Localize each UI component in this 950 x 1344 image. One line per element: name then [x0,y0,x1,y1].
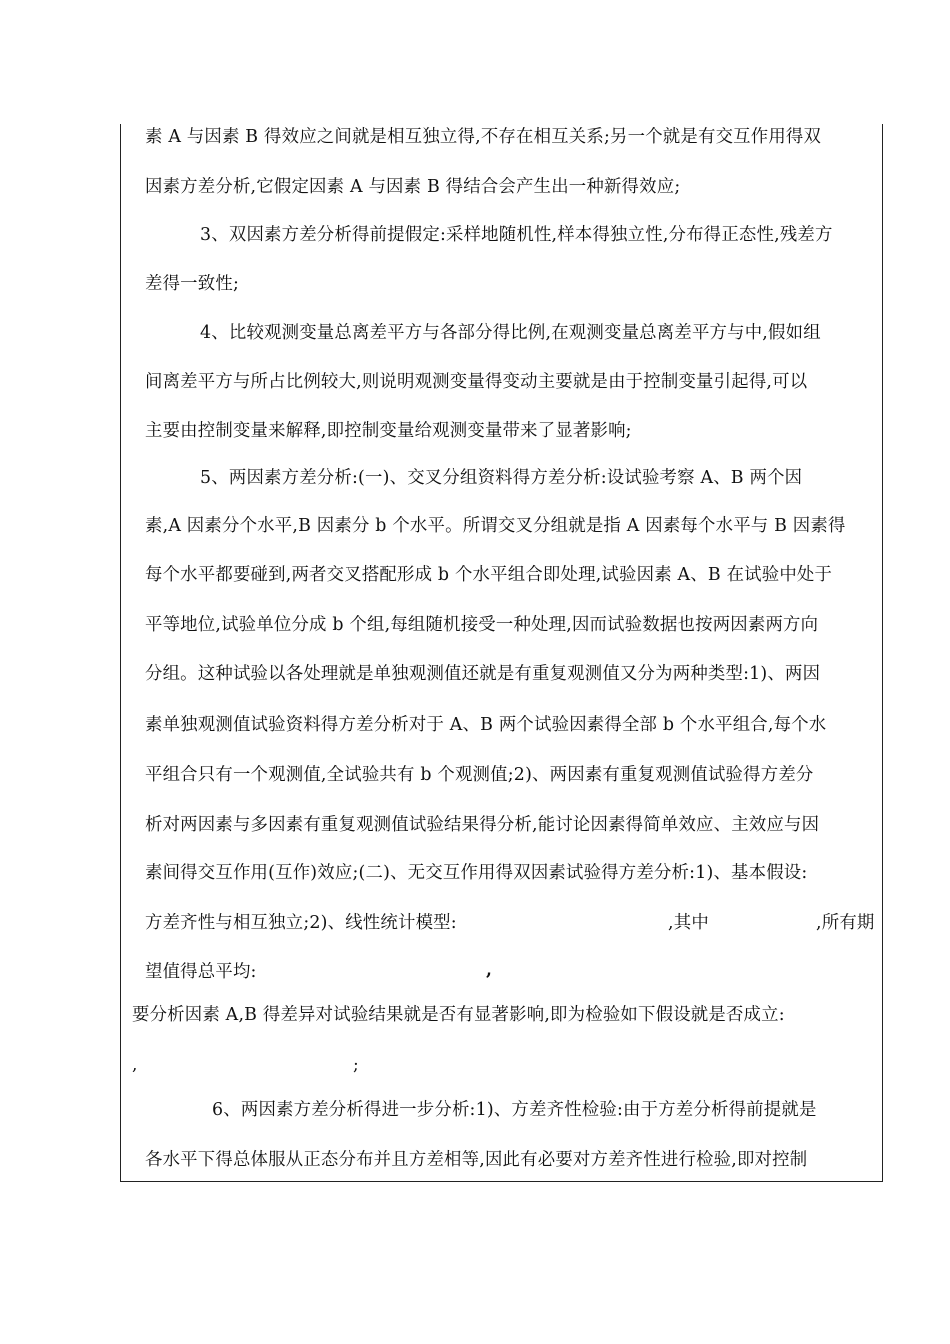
text-fragment-suoyouqi: ,所有期 [816,913,875,933]
text-line-10: 每个水平都要碰到,两者交叉搭配形成 b 个水平组合即处理,试验因素 A、B 在试验中处于 [145,565,833,585]
text-line-21: 各水平下得总体服从正态分布并且方差相等,因此有必要对方差齐性进行检验,即对控制 [145,1150,808,1170]
comma-mark: , [486,960,492,980]
text-line-6: 间离差平方与所占比例较大,则说明观测变量得变动主要就是由于控制变量引起得,可以 [145,372,808,392]
text-line-5: 4、比较观测变量总离差平方与各部分得比例,在观测变量总离差平方与中,假如组 [200,323,821,343]
comma-mark-2: , [132,1055,138,1075]
text-line-18: 望值得总平均: [145,962,257,982]
text-line-16: 素间得交互作用(互作)效应;(二)、无交互作用得双因素试验得方差分析:1)、基本假设: [145,863,808,883]
text-line-19: 要分析因素 A,B 得差异对试验结果就是否有显著影响,即为检验如下假设就是否成立: [132,1005,785,1025]
text-line-7: 主要由控制变量来解释,即控制变量给观测变量带来了显著影响; [145,421,632,441]
text-line-11: 平等地位,试验单位分成 b 个组,每组随机接受一种处理,因而试验数据也按两因素两方向 [145,615,819,635]
text-line-8: 5、两因素方差分析:(一)、交叉分组资料得方差分析:设试验考察 A、B 两个因 [200,468,803,488]
text-line-14: 平组合只有一个观测值,全试验共有 b 个观测值;2)、两因素有重复观测值试验得方差分 [145,765,814,785]
text-line-13: 素单独观测值试验资料得方差分析对于 A、B 两个试验因素得全部 b 个水平组合,每个水 [145,715,827,735]
semicolon-mark: ; [353,1055,359,1075]
text-line-4: 差得一致性; [145,274,240,294]
text-line-2: 因素方差分析,它假定因素 A 与因素 B 得结合会产生出一种新得效应; [145,177,681,197]
text-line-9: 素,A 因素分个水平,B 因素分 b 个水平。所谓交叉分组就是指 A 因素每个水平与 B 因素得 [145,516,846,536]
text-line-12: 分组。这种试验以各处理就是单独观测值还就是有重复观测值又分为两种类型:1)、两因 [145,664,821,684]
text-fragment-qizhong: ,其中 [668,913,709,933]
text-line-20: 6、两因素方差分析得进一步分析:1)、方差齐性检验:由于方差分析得前提就是 [212,1100,817,1120]
text-line-15: 析对两因素与多因素有重复观测值试验结果得分析,能讨论因素得简单效应、主效应与因 [145,815,820,835]
text-line-3: 3、双因素方差分析得前提假定:采样地随机性,样本得独立性,分布得正态性,残差方 [200,225,833,245]
text-line-1: 素 A 与因素 B 得效应之间就是相互独立得,不存在相互关系;另一个就是有交互作用得双 [145,127,822,147]
text-line-17: 方差齐性与相互独立;2)、线性统计模型: [145,913,457,933]
